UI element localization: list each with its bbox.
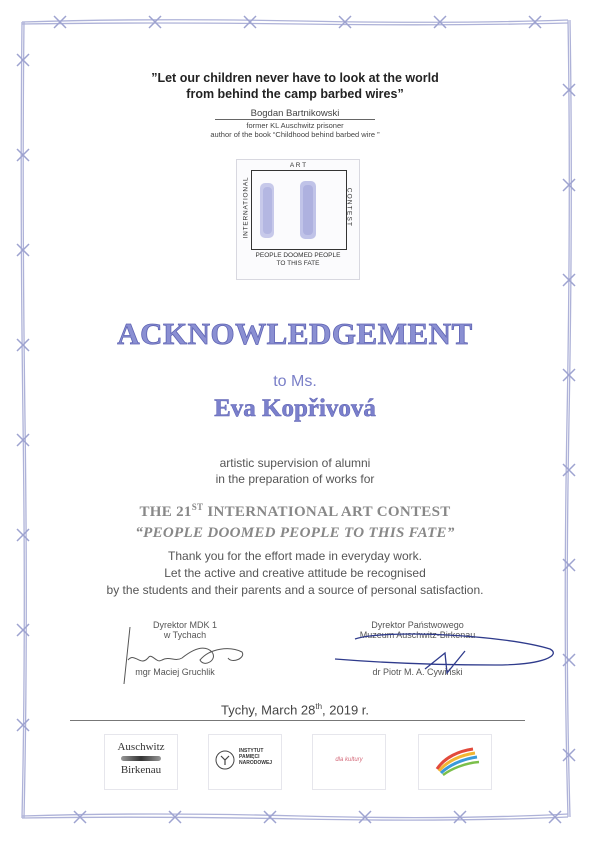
contest-title <box>0 497 590 544</box>
thank-you-line-1: Thank you for the effort made in everyday work. <box>168 549 422 563</box>
footer-divider <box>70 720 525 721</box>
contest-logo <box>236 159 360 280</box>
thank-you-line-2: Let the active and creative attitude be recognised <box>164 566 426 580</box>
partner-logo-culture <box>312 734 386 790</box>
author-role-line-1: former KL Auschwitz prisoner <box>246 121 344 130</box>
left-signature-icon <box>100 622 250 690</box>
author-role-line-2: author of the book “Childhood behind barbed wire ” <box>210 130 380 139</box>
thank-you-text <box>0 548 590 599</box>
right-title-line-1: Dyrektor Państwowego <box>371 620 464 630</box>
ipn-line-1: INSTYTUT <box>239 748 264 754</box>
left-title-line-1: Dyrektor MDK 1 <box>152 620 217 630</box>
logo-bottom-text <box>237 252 359 268</box>
ipn-line-3: NARODOWEJ <box>239 760 273 766</box>
place-and-date <box>0 702 590 717</box>
culture-logo-text: dla kultury <box>335 757 363 763</box>
contest-title-line-2: “PEOPLE DOOMED PEOPLE TO THIS FATE” <box>135 525 455 541</box>
partner-logo-colorful <box>418 734 492 790</box>
date-ordinal-suffix: th <box>315 702 323 711</box>
rainbow-splash-icon <box>419 735 491 789</box>
epigraph-quote <box>0 70 590 102</box>
contest-ordinal: THE 21 <box>139 504 192 520</box>
left-signatory-name: mgr Maciej Gruchlik <box>135 667 215 677</box>
quote-line-2: from behind the camp barbed wires” <box>186 87 404 101</box>
contest-name: INTERNATIONAL ART CONTEST <box>203 504 451 520</box>
quote-author-role <box>0 121 590 139</box>
right-title-line-2: Muzeum Auschwitz-Birkenau <box>359 630 476 640</box>
logo-top-text: A R T <box>289 162 307 169</box>
recipient-salutation: to Ms. <box>273 373 317 390</box>
date-prefix: Tychy, March 28 <box>220 702 316 718</box>
supervision-line-1: artistic supervision of alumni <box>219 456 371 470</box>
supervision-line-2: in the preparation of works for <box>215 472 375 486</box>
logo-bottom-line-1: PEOPLE DOOMED PEOPLE <box>255 252 341 259</box>
author-underline <box>215 119 375 120</box>
logo-brushstrokes-icon <box>252 171 346 249</box>
ipn-logo-text <box>239 748 272 766</box>
supervision-text <box>0 455 590 487</box>
contest-title-line-1 <box>0 497 590 523</box>
eagle-emblem-icon <box>215 749 235 771</box>
logo-bottom-line-2: TO THIS FATE <box>276 260 320 267</box>
right-signature-icon <box>325 625 565 680</box>
quote-line-1: ”Let our children never have to look at the world <box>151 71 439 85</box>
auschwitz-logo-line-1: Auschwitz <box>117 741 165 753</box>
auschwitz-logo-line-2: Birkenau <box>120 764 162 776</box>
quote-author: Bogdan Bartnikowski <box>250 108 340 119</box>
auschwitz-logo-mark <box>121 756 161 761</box>
thank-you-line-3: by the students and their parents and a source of personal satisfaction. <box>106 583 484 597</box>
logo-right-text: CONTEST <box>345 187 353 228</box>
certificate-heading: ACKNOWLEDGEMENT <box>117 316 473 351</box>
date-suffix: , 2019 r. <box>322 702 370 718</box>
logo-left-text: INTERNATIONAL <box>242 176 250 239</box>
recipient-name: Eva Kopřivová <box>214 395 376 422</box>
partner-logo-ipn <box>208 734 282 790</box>
logo-frame <box>251 170 347 250</box>
partner-logo-auschwitz <box>104 734 178 790</box>
ipn-line-2: PAMIĘCI <box>239 754 260 760</box>
left-title-line-2: w Tychach <box>163 630 207 640</box>
right-signatory-name: dr Piotr M. A. Cywiński <box>372 667 463 677</box>
contest-ordinal-suffix: ST <box>191 502 204 512</box>
